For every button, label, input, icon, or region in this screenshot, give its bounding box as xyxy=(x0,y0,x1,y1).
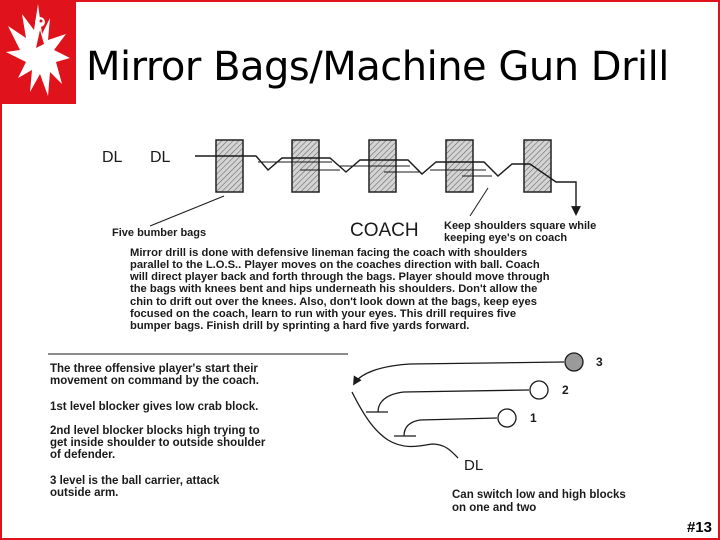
instruction-line: 1st level blocker gives low crab block. xyxy=(50,401,259,413)
player-3-label: 3 xyxy=(596,355,603,369)
coach-label: COACH xyxy=(350,220,419,241)
player-2 xyxy=(530,381,548,399)
dl-label: DL xyxy=(464,457,484,474)
bumper-bag-5 xyxy=(524,140,551,192)
player-1-label: 1 xyxy=(530,411,537,425)
description-line: Mirror drill is done with defensive lineman facing the coach with shoulders xyxy=(130,247,528,259)
mirror-drill-description xyxy=(129,247,553,332)
slide-title: Mirror Bags/Machine Gun Drill xyxy=(86,44,669,90)
description-line: bumper bags. Finish drill by sprinting a hard five yards forward. xyxy=(130,320,470,332)
instruction-line: 3 level is the ball carrier, attack xyxy=(50,475,220,487)
dl-path xyxy=(352,392,458,458)
bumper-bag-1 xyxy=(216,140,243,192)
description-line: focused on the coach, learn to run with your eyes. This drill requires five xyxy=(130,308,517,320)
instruction-line: outside arm. xyxy=(50,487,119,499)
description-line: parallel to the L.O.S.. Player moves on the coaches direction with ball. Coach xyxy=(130,259,540,271)
player-3-route xyxy=(354,362,564,384)
keep-note-line-1: Keep shoulders square while xyxy=(444,220,597,232)
slide-number: #13 xyxy=(686,519,712,536)
keep-note-line-2: keeping eye's on coach xyxy=(444,232,568,244)
player-1 xyxy=(498,409,516,427)
description-line: the bags with knees bent and hips underneath his shoulders. Don't allow the xyxy=(130,283,538,295)
player-2-label: 2 xyxy=(562,383,569,397)
switch-blocks-note xyxy=(452,489,629,514)
note-line: Can switch low and high blocks xyxy=(452,489,626,501)
instruction-line: get inside shoulder to outside shoulder xyxy=(50,437,266,449)
description-line: will direct player back and forth through the bags. Player should move through xyxy=(130,271,550,283)
player-1-route xyxy=(404,418,497,436)
ball-carrier-player-3 xyxy=(565,353,583,371)
instruction-line: 2nd level blocker blocks high trying to xyxy=(50,425,260,437)
bags-label: Five bumber bags xyxy=(112,227,207,239)
machine-gun-instructions xyxy=(50,363,269,499)
instruction-line: movement on command by the coach. xyxy=(50,375,259,387)
note-line: on one and two xyxy=(452,502,537,514)
instruction-line: The three offensive player's start their xyxy=(50,363,258,375)
instruction-line: of defender. xyxy=(50,449,116,461)
bumper-bag-2 xyxy=(292,140,319,192)
dl-label-right: DL xyxy=(150,149,171,166)
dl-label-left: DL xyxy=(102,149,123,166)
bags-leader-line xyxy=(150,196,224,226)
bumper-bag-4 xyxy=(446,140,473,192)
keep-note xyxy=(444,220,599,244)
description-line: chin to drift out over the knees. Also, don't look down at the bags, keep eyes xyxy=(130,296,537,308)
